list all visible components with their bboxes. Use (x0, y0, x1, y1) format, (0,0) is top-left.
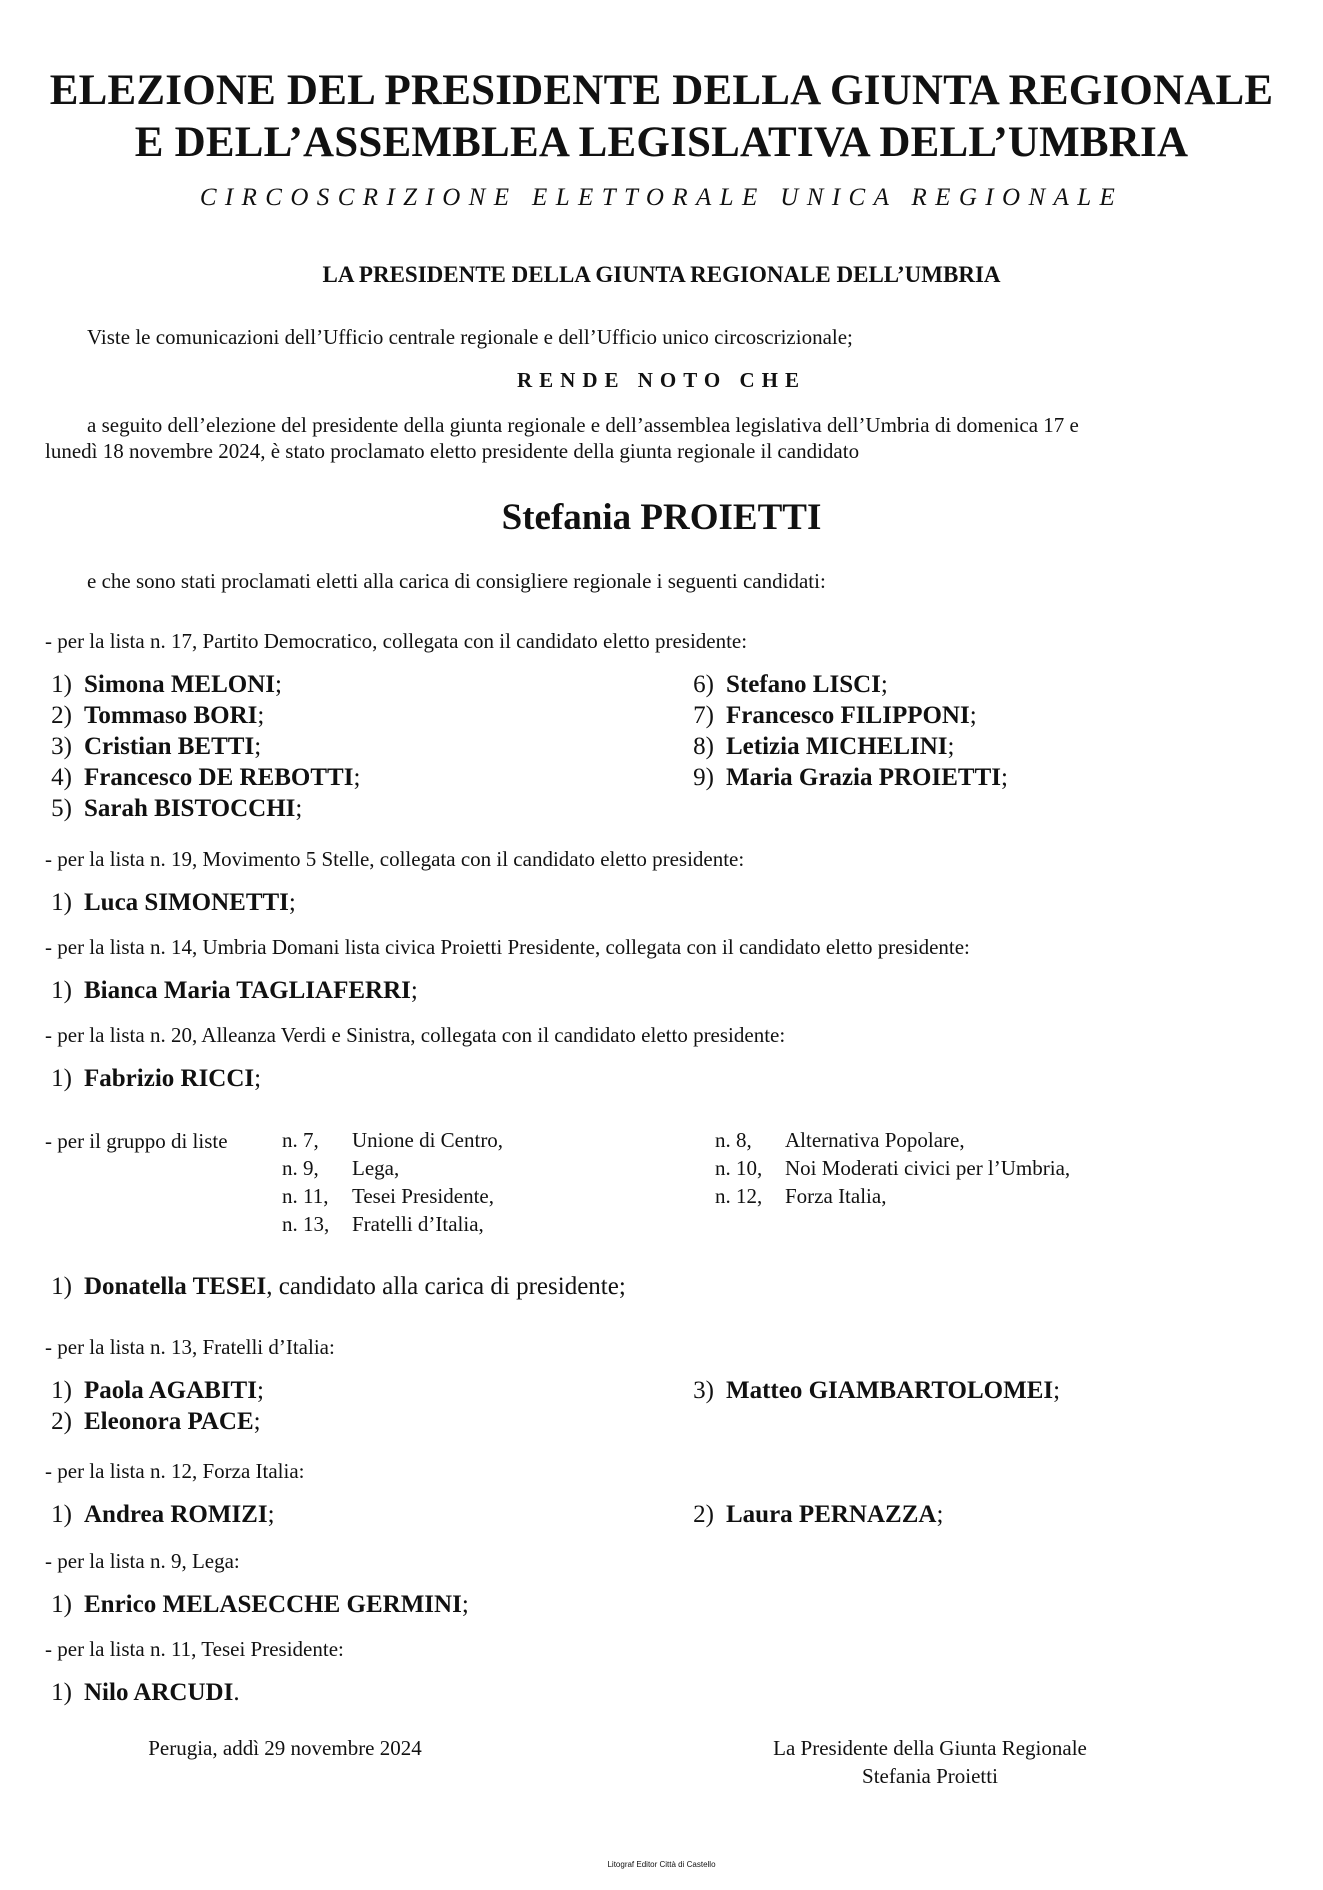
viste-paragraph: Viste le comunicazioni dell’Ufficio centrale regionale e dell’Ufficio unico circoscrizionale; (87, 325, 853, 349)
title-line-1: ELEZIONE DEL PRESIDENTE DELLA GIUNTA REGIONALE (49, 67, 1274, 114)
candidate-row: 1) Luca SIMONETTI; (51, 889, 296, 916)
candidate-row: 5) Sarah BISTOCCHI; (51, 795, 303, 822)
list-heading-avs: - per la lista n. 20, Alleanza Verdi e Sinistra, collegata con il candidato eletto presidente: (45, 1023, 786, 1047)
candidate-row: 1) Bianca Maria TAGLIAFERRI; (51, 977, 418, 1004)
candidate-row: 2) Laura PERNAZZA; (693, 1501, 944, 1528)
list-heading-fi: - per la lista n. 12, Forza Italia: (45, 1459, 305, 1483)
candidate-row: 7) Francesco FILIPPONI; (693, 702, 977, 729)
group-list-entry: n. 7, Unione di Centro, (282, 1128, 504, 1152)
group-list-entry: n. 13, Fratelli d’Italia, (282, 1212, 484, 1236)
candidate-row: 1) Nilo ARCUDI. (51, 1679, 240, 1706)
elected-intro: e che sono stati proclamati eletti alla carica di consigliere regionale i seguenti candidati: (87, 569, 826, 593)
list-heading-tesei: - per la lista n. 11, Tesei Presidente: (45, 1637, 344, 1661)
group-list-entry: n. 9, Lega, (282, 1156, 400, 1180)
list-heading-pd: - per la lista n. 17, Partito Democratico, collegata con il candidato eletto presidente: (45, 629, 748, 653)
signatory-title: La Presidente della Giunta Regionale (773, 1736, 1087, 1760)
title-line-2: E DELL’ASSEMBLEA LEGISLATIVA DELL’UMBRIA (134, 119, 1189, 166)
rende-noto-che: RENDE NOTO CHE (517, 368, 806, 392)
list-heading-m5s: - per la lista n. 19, Movimento 5 Stelle, collegata con il candidato eletto presidente: (45, 847, 745, 871)
printer-credit: Litograf Editor Città di Castello (607, 1860, 716, 1869)
list-heading-lega: - per la lista n. 9, Lega: (45, 1549, 240, 1573)
group-list-entry: n. 10, Noi Moderati civici per l’Umbria, (715, 1156, 1071, 1180)
proclamation-line-1: a seguito dell’elezione del presidente della giunta regionale e dell’assemblea legislativa dell’Umbria di domenica 17 e (87, 413, 1079, 437)
candidate-row: 8) Letizia MICHELINI; (693, 733, 955, 760)
list-heading-fdi: - per la lista n. 13, Fratelli d’Italia: (45, 1335, 335, 1359)
candidate-row: 2) Eleonora PACE; (51, 1408, 261, 1435)
signatory-name: Stefania Proietti (862, 1764, 998, 1788)
candidate-row: 1) Enrico MELASECCHE GERMINI; (51, 1591, 469, 1618)
list-heading-umbria-domani: - per la lista n. 14, Umbria Domani lista civica Proietti Presidente, collegata con il candidato eletto presidente: (45, 935, 970, 959)
candidate-row: 1) Simona MELONI; (51, 671, 282, 698)
group-list-entry: n. 11, Tesei Presidente, (282, 1184, 494, 1208)
candidate-row: 3) Cristian BETTI; (51, 733, 262, 760)
subtitle: CIRCOSCRIZIONE ELETTORALE UNICA REGIONALE (199, 184, 1124, 211)
candidate-row: 9) Maria Grazia PROIETTI; (693, 764, 1008, 791)
candidate-row: 1) Fabrizio RICCI; (51, 1065, 262, 1092)
authority-heading: LA PRESIDENTE DELLA GIUNTA REGIONALE DELL’UMBRIA (322, 262, 1001, 287)
candidate-row: 1) Donatella TESEI, candidato alla carica di presidente; (51, 1273, 626, 1300)
proclamation-line-2: lunedì 18 novembre 2024, è stato proclamato eletto presidente della giunta regionale il candidato (45, 439, 860, 463)
group-list-entry: n. 12, Forza Italia, (715, 1184, 887, 1208)
elected-president: Stefania PROIETTI (501, 497, 822, 538)
candidate-row: 3) Matteo GIAMBARTOLOMEI; (693, 1377, 1061, 1404)
candidate-row: 1) Paola AGABITI; (51, 1377, 264, 1404)
candidate-row: 2) Tommaso BORI; (51, 702, 265, 729)
candidate-row: 6) Stefano LISCI; (693, 671, 888, 698)
candidate-row: 4) Francesco DE REBOTTI; (51, 764, 361, 791)
candidate-row: 1) Andrea ROMIZI; (51, 1501, 275, 1528)
group-list-entry: n. 8, Alternativa Popolare, (715, 1128, 965, 1152)
group-label: - per il gruppo di liste (45, 1129, 228, 1153)
place-date: Perugia, addì 29 novembre 2024 (148, 1736, 422, 1760)
